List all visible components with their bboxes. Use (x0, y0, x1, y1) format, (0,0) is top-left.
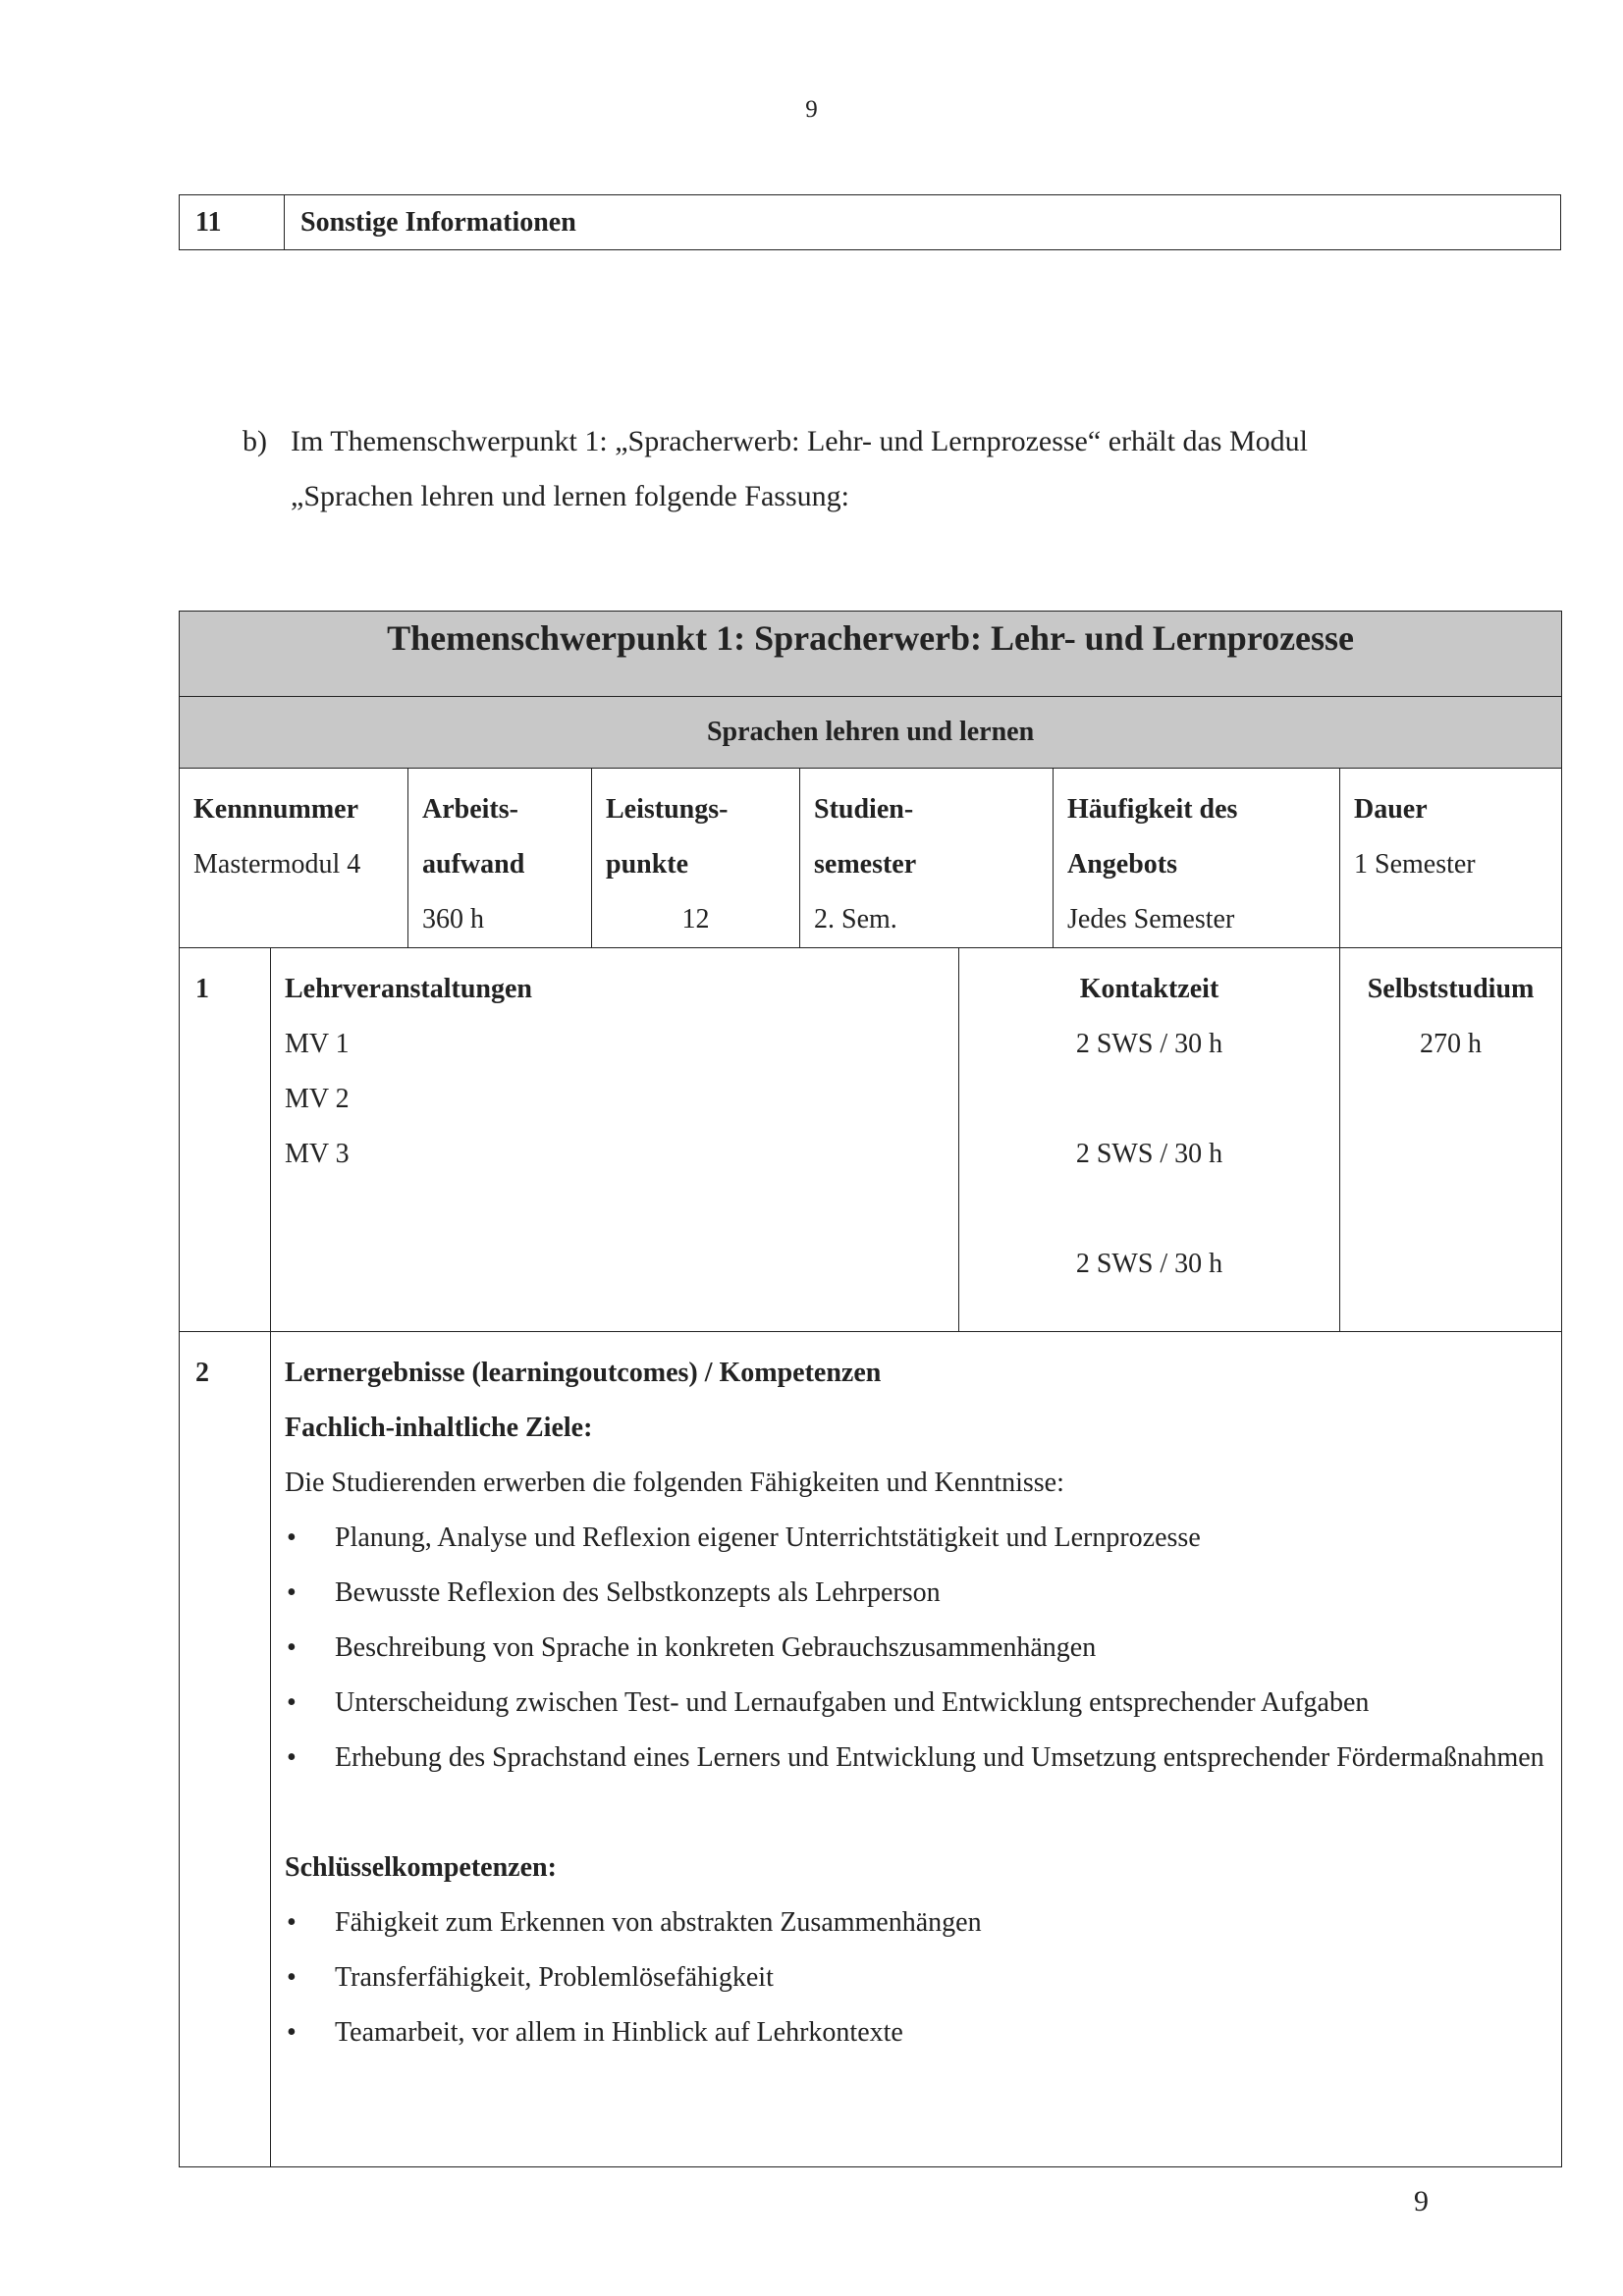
fachlich-list (285, 1511, 1547, 1786)
selbststudium-value: 270 h (1420, 1029, 1483, 1059)
paragraph-line-2: „Sprachen lehren und lernen folgende Fassung: (291, 480, 849, 512)
list-item: • Teamarbeit, vor allem in Hinblick auf Lehrkontexte (285, 2005, 1547, 2060)
paragraph-line-1: Im Themenschwerpunkt 1: „Spracherwerb: Lehr- und Lernprozesse“ erhält das Modul (291, 425, 1308, 457)
kontaktzeit-value: 2 SWS / 30 h (1075, 1249, 1223, 1279)
list-item: • Unterscheidung zwischen Test- und Lernaufgaben und Entwicklung entsprechender Aufgaben (285, 1676, 1547, 1731)
haeufigkeit-label-1: Häufigkeit des (1067, 794, 1238, 825)
arbeitsaufwand-cell (408, 769, 592, 948)
course-item: MV 2 (285, 1084, 350, 1114)
list-item: • Beschreibung von Sprache in konkreten Gebrauchszusammenhängen (285, 1621, 1547, 1676)
haeufigkeit-cell (1054, 769, 1340, 948)
module-title: Themenschwerpunkt 1: Spracherwerb: Lehr- und Lernprozesse (180, 612, 1562, 697)
lehrveranstaltungen-cell (271, 948, 959, 1332)
dauer-label: Dauer (1354, 794, 1428, 825)
lernergebnisse-title: Lernergebnisse (learningoutcomes) / Kompetenzen (285, 1358, 882, 1388)
kontaktzeit-value: 2 SWS / 30 h (1075, 1029, 1223, 1059)
selbststudium-label: Selbststudium (1367, 974, 1535, 1004)
section-11-number: 11 (180, 195, 285, 250)
section-1-row (180, 948, 1562, 1332)
kennnummer-value: Mastermodul 4 (193, 849, 361, 880)
schluessel-heading: Schlüsselkompetenzen: (285, 1852, 557, 1883)
fachlich-intro: Die Studierenden erwerben die folgenden Fähigkeiten und Kenntnisse: (285, 1468, 1064, 1498)
course-item: MV 3 (285, 1139, 350, 1169)
page-number-top: 9 (805, 96, 818, 123)
module-subtitle: Sprachen lehren und lernen (180, 697, 1562, 769)
section-2-row (180, 1332, 1562, 2167)
kontaktzeit-value: 2 SWS / 30 h (1075, 1139, 1223, 1169)
fachlich-heading: Fachlich-inhaltliche Ziele: (285, 1413, 593, 1443)
arbeitsaufwand-value: 360 h (422, 904, 484, 934)
studiensemester-value: 2. Sem. (814, 904, 897, 934)
lernergebnisse-cell (271, 1332, 1562, 2167)
leistungspunkte-value: 12 (681, 904, 710, 934)
arbeitsaufwand-label-1: Arbeits- (422, 794, 518, 825)
module-header-row (180, 769, 1562, 948)
dauer-value: 1 Semester (1354, 849, 1476, 880)
module-table (179, 611, 1562, 2167)
section-1-number: 1 (180, 948, 271, 1332)
leistungspunkte-label-2: punkte (606, 849, 689, 880)
list-item: • Erhebung des Sprachstand eines Lerners und Entwicklung und Umsetzung entsprechender Fördermaßnahmen (285, 1731, 1547, 1786)
haeufigkeit-label-2: Angebots (1067, 849, 1178, 880)
studiensemester-label-2: semester (814, 849, 917, 880)
dauer-cell (1340, 769, 1562, 948)
list-item: • Transferfähigkeit, Problemlösefähigkeit (285, 1950, 1547, 2005)
kennnummer-label: Kennnummer (193, 794, 358, 825)
kontaktzeit-cell (959, 948, 1340, 1332)
paragraph-label: b) (243, 425, 267, 457)
studiensemester-cell (800, 769, 1054, 948)
leistungspunkte-cell (592, 769, 800, 948)
arbeitsaufwand-label-2: aufwand (422, 849, 525, 880)
schluessel-list (285, 1896, 1547, 2060)
haeufigkeit-value: Jedes Semester (1067, 904, 1235, 934)
kennnummer-cell (180, 769, 408, 948)
list-item: • Bewusste Reflexion des Selbstkonzepts als Lehrperson (285, 1566, 1547, 1621)
selbststudium-cell (1340, 948, 1562, 1332)
lehrveranstaltungen-label: Lehrveranstaltungen (285, 974, 532, 1004)
section-2-number: 2 (180, 1332, 271, 2167)
list-item: • Planung, Analyse und Reflexion eigener Unterrichtstätigkeit und Lernprozesse (285, 1511, 1547, 1566)
section-11-title: Sonstige Informationen (285, 195, 1561, 250)
list-item: • Fähigkeit zum Erkennen von abstrakten Zusammenhängen (285, 1896, 1547, 1950)
leistungspunkte-label-1: Leistungs- (606, 794, 729, 825)
studiensemester-label-1: Studien- (814, 794, 914, 825)
page-number-bottom: 9 (1414, 2185, 1429, 2217)
kontaktzeit-label: Kontaktzeit (1079, 974, 1219, 1004)
table-section-11 (179, 194, 1561, 250)
course-item: MV 1 (285, 1029, 350, 1059)
